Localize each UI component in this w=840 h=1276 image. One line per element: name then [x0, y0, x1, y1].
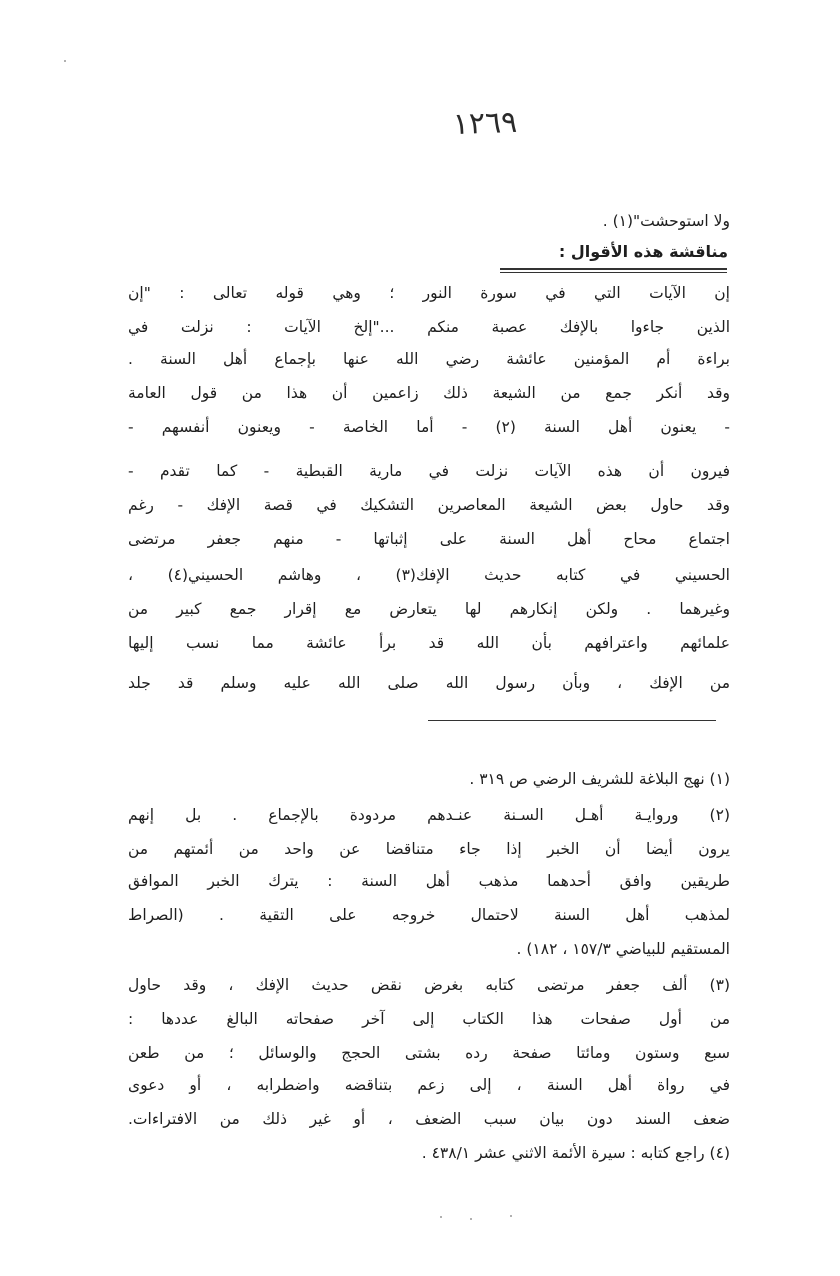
- body-line: الذين جاءوا بالإفك عصبة منكم ..."إلخ الآيات : نزلت في: [128, 318, 730, 336]
- footnote-line: يرون أيضا أن الخبر إذا جاء متناقضا عن واحد من أئمتهم من: [128, 840, 730, 858]
- body-line: إن الآيات التي في سورة النور ؛ وهي قوله تعالى : "إن: [128, 284, 730, 302]
- body-line: براءة أم المؤمنين عائشة رضي الله عنها بإجماع أهل السنة .: [128, 350, 730, 368]
- handwritten-page-number: ١٢٦٩: [452, 104, 518, 143]
- body-line: فيرون أن هذه الآيات نزلت في مارية القبطية - كما تقدم -: [128, 462, 730, 480]
- body-line: علمائهم واعترافهم بأن الله قد برأ عائشة مما نسب إليها: [128, 634, 730, 652]
- body-line: اجتماع محاح أهل السنة على إثباتها - منهم جعفر مرتضى: [128, 530, 730, 548]
- body-line: الحسيني في كتابه حديث الإفك(٣) ، وهاشم الحسيني(٤) ،: [128, 566, 730, 584]
- footnote-line: (٣) ألف جعفر مرتضى كتابه بغرض نقض حديث الإفك ، وقد حاول: [128, 976, 730, 994]
- body-line: - يعنون أهل السنة (٢) - أما الخاصة - ويعنون أنفسهم -: [128, 418, 730, 436]
- footnote-line: لمذهب أهل السنة لاحتمال خروجه على التقية . (الصراط: [128, 906, 730, 924]
- footnote-line: في رواة أهل السنة ، إلى زعم بتناقضه واضطرابه ، أو دعوى: [128, 1076, 730, 1094]
- heading-underline: [500, 268, 727, 270]
- scan-speck: [64, 60, 66, 62]
- body-line: وغيرهما . ولكن إنكارهم لها يتعارض مع إقرار جمع كبير من: [128, 600, 730, 618]
- footnote-line: ضعف السند دون بيان سبب الضعف ، أو غير ذلك من الافتراءات.: [128, 1110, 730, 1128]
- footnote-separator: [428, 720, 716, 721]
- footnote-line: (١) نهج البلاغة للشريف الرضي ص ٣١٩ .: [469, 770, 730, 788]
- heading-underline-thin: [500, 272, 727, 273]
- continuation-line: ولا استوحشت"(١) .: [602, 212, 730, 230]
- body-line: وقد حاول بعض الشيعة المعاصرين التشكيك في قصة الإفك - رغم: [128, 496, 730, 514]
- footnote-line: سبع وستون ومائتا صفحة رده بشتى الحجج والوسائل ؛ من طعن: [128, 1044, 730, 1062]
- scan-speck: [440, 1216, 442, 1218]
- scan-speck: [510, 1215, 512, 1217]
- footnote-line: طريقين وافق أحدهما مذهب أهل السنة : يترك الخبر الموافق: [128, 872, 730, 890]
- section-heading: مناقشة هذه الأقوال :: [558, 242, 728, 261]
- footnote-line: (٢) وروايـة أهـل السـنة عنـدهم مردودة بالإجماع . بل إنهم: [128, 806, 730, 824]
- footnote-line: من أول صفحات هذا الكتاب إلى آخر صفحاته البالغ عددها :: [128, 1010, 730, 1028]
- body-line: وقد أنكر جمع من الشيعة ذلك زاعمين أن هذا من قول العامة: [128, 384, 730, 402]
- footnote-line: المستقيم للبياضي ١٥٧/٣ ، ١٨٢) .: [516, 940, 730, 958]
- scan-speck: [470, 1218, 472, 1220]
- footnote-line: (٤) راجع كتابه : سيرة الأئمة الاثني عشر ٤٣٨/١ .: [421, 1144, 730, 1162]
- body-line: من الإفك ، وبأن رسول الله صلى الله عليه وسلم قد جلد: [128, 674, 730, 692]
